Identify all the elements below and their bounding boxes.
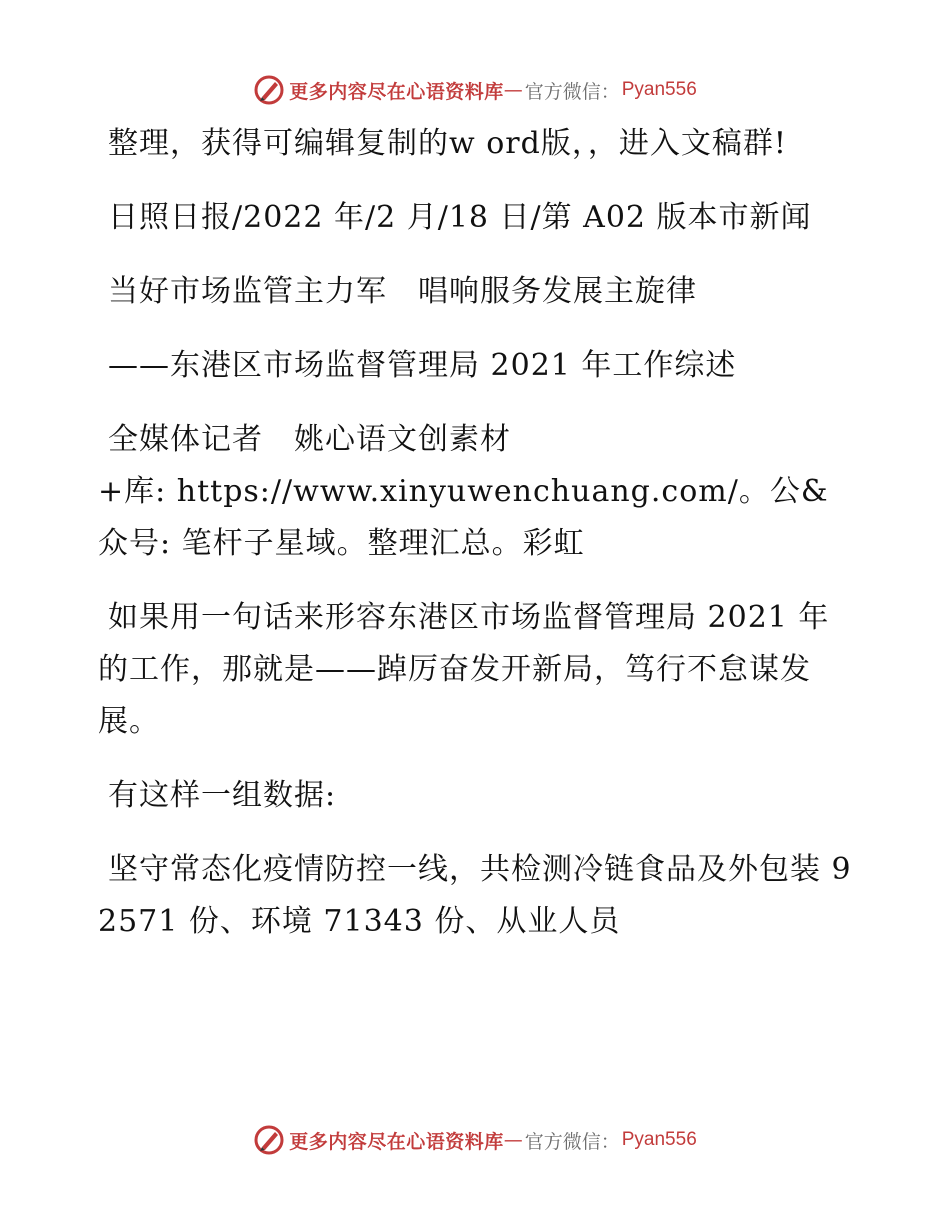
paragraph-intro: 如果用一句话来形容东港区市场监督管理局 2021 年的工作，那就是——踔厉奋发开新局，笃行不怠谋发展。	[98, 600, 830, 739]
banner-wechat-id: Pyan556	[621, 1129, 697, 1150]
banner-wechat-id: Pyan556	[621, 79, 697, 100]
paragraph-download-note: 整理，获得可编辑复制的w ord版，，进入文稿群!	[108, 126, 787, 161]
banner-dash: —	[503, 79, 523, 101]
document-body	[98, 118, 858, 970]
banner-main-text: 更多内容尽在心语资料库	[289, 1130, 504, 1153]
article-title: 当好市场监管主力军 唱响服务发展主旋律	[108, 274, 697, 309]
paragraph-epidemic-data: 坚守常态化疫情防控一线，共检测冷链食品及外包装 92571 份、环境 71343 份、从业人员	[98, 852, 852, 939]
article-byline: 全媒体记者 姚心语文创素材	[108, 422, 511, 457]
footer-watermark-banner	[0, 1120, 950, 1160]
paragraph-resource-link: +库: https://www.xinyuwenchuang.com/。公&众号: 笔杆子星域。整理汇总。彩虹	[98, 474, 829, 561]
banner-dash: —	[503, 1129, 523, 1151]
pen-logo-icon	[253, 74, 285, 106]
paragraph-data-lead: 有这样一组数据:	[108, 778, 337, 813]
banner-wechat-label: 官方微信：	[524, 1130, 620, 1153]
pen-logo-icon	[253, 1124, 285, 1156]
banner-wechat-label: 官方微信：	[524, 80, 620, 103]
banner-main-text: 更多内容尽在心语资料库	[289, 80, 504, 103]
paragraph-source-line: 日照日报/2022 年/2 月/18 日/第 A02 版本市新闻	[108, 200, 812, 235]
article-subtitle: ——东港区市场监督管理局 2021 年工作综述	[108, 348, 737, 383]
header-watermark-banner	[0, 70, 950, 110]
